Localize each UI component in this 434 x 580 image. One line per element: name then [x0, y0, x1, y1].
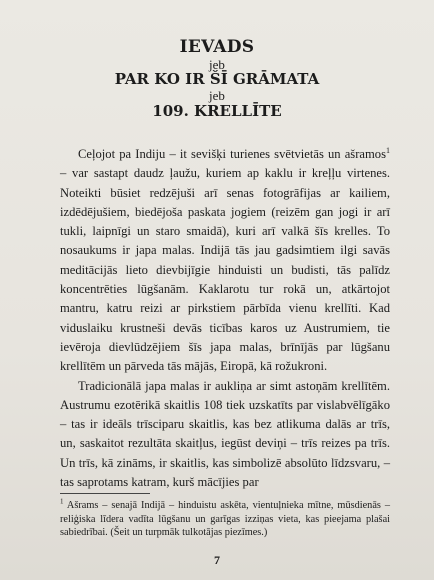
paragraph-1-rest: – var sastapt daudz ļaužu, kuriem ap kaklu ir kreļļu virtenes. Noteikti būsiet redzējuši arī senas fotogrāfijas ar kailiem, izdēdējušiem, biedējoša paskata jogiem (reizēm gan jogi ir arī tukli, laipnīgi un staro smaidā), kuri arī valkā šīs krelles. To nosaukums ir japa malas. Indijā tās jau gadsimtiem ilgi savās meditācijās lieto dievbijīgie hinduisti un budisti, tās palīdz koncentrēties lūgšanām. Kaklarotu tur rokā un, atkārtojot mantru, katru reizi ar pirkstiem pārbīda vienu krellīti. Kad viduslaiku krustneši devās ticības karos uz Austrumiem, tie ievēroja dievlūdzējiem šīs japa malas, brīnījās par lūgšanu krellītēm un pārveda tās mājās, Eiropā, kā rožukroni. — [60, 166, 390, 374]
footnote-reference: 1 — [386, 145, 390, 155]
paragraph-1-start: Ceļojot pa Indiju – it sevišķi turienes svētvietās un ašramos — [78, 147, 386, 161]
footnote — [60, 499, 390, 540]
chapter-title: IEVADS — [179, 37, 255, 57]
paragraph-1 — [60, 145, 390, 377]
footnote-number: 1 — [60, 497, 64, 506]
body-text — [60, 145, 390, 492]
page-number: 7 — [214, 553, 220, 567]
title-connector-2: jeb — [209, 88, 225, 103]
paragraph-2-text: Tradicionālā japa malas ir aukliņa ar simt astoņām krellītēm. Austrumu ezotērikā skaitlis 108 tiek uzskatīts par vislabvēlīgāko – tas ir ideāls trīsciparu skaitlis, kas bez atlikuma dalās ar trīs, un, saskaitot rezultāta skaitļus, iegūst deviņi – trīs reizes pa trīs. Un trīs, kā zināms, ir skaitlis, kas simbolizē absolūto līdzsvaru, – tas saprotams katram, kurš mācījies par — [60, 378, 390, 490]
footnote-text: Ašrams – senajā Indijā – hinduistu askēta, vientuļnieka mītne, mūsdienās – reliģiska līdera vadīta lūgšanu un garīgas izziņas vieta, kas pieejama plašai sabiedrībai. (Šeit un turpmāk tulkotājas piezīmes.) — [60, 500, 390, 539]
chapter-subtitle-1: PAR KO IR ŠĪ GRĀMATA — [114, 70, 320, 88]
title-connector-1: jeb — [209, 57, 225, 72]
paragraph-2 — [60, 377, 390, 493]
footnote-divider — [60, 493, 150, 494]
chapter-subtitle-2: 109. KRELLĪTE — [152, 102, 282, 120]
